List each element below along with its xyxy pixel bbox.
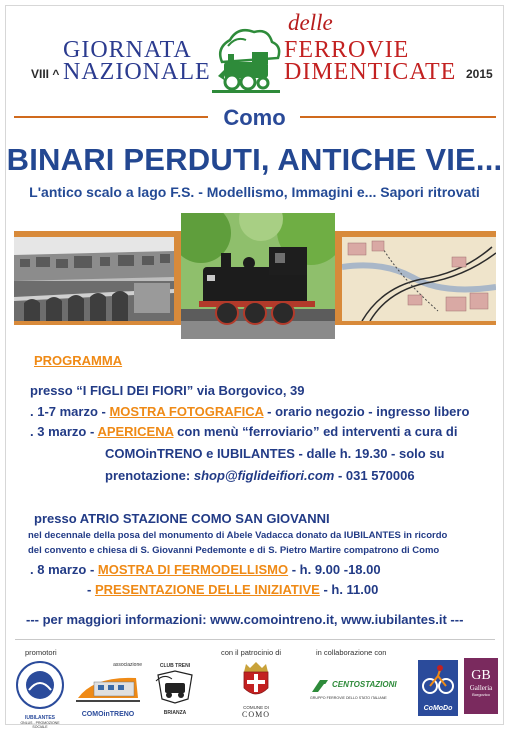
comointreno-name: COMOinTRENO	[81, 711, 135, 718]
venue-stazione: presso ATRIO STAZIONE COMO SAN GIOVANNI	[34, 511, 330, 526]
delle-word: delle	[288, 10, 333, 35]
patrocinio-label: con il patrocinio di	[221, 648, 282, 657]
nazionale-word: NAZIONALE	[63, 59, 211, 85]
venue-figli-dei-fiori: presso “I FIGLI DEI FIORI” via Borgovico, 39	[30, 383, 305, 398]
iubilantes-subtitle: ONLUS - PROMOZIONE SOCIALE	[20, 721, 60, 729]
booking-email-link[interactable]: shop@figlideifiori.com	[193, 468, 335, 483]
comointreno-association: associazione	[113, 662, 142, 668]
venue-note-1: nel decennale della posa del monumento di Abele Vadacca donato da IUBILANTES in ricordo	[28, 530, 448, 541]
comointreno-logo	[74, 662, 142, 720]
ferrovie-word: FERROVIE	[284, 37, 410, 63]
event-title: MOSTRA FOTOGRAFICA	[109, 404, 264, 419]
booking-label: prenotazione:	[105, 468, 194, 483]
edition-number: VIII ^	[31, 67, 60, 81]
city-name: Como	[223, 105, 286, 130]
programma-heading: PROGRAMMA	[34, 353, 123, 368]
event-date: . 8 marzo -	[30, 562, 98, 577]
steam-locomotive-icon	[208, 18, 284, 98]
comune-label: COMUNE DI	[243, 705, 269, 710]
poster-subtitle: L'antico scalo a lago F.S. - Modellismo, Immagini e... Sapori ritrovati	[29, 184, 480, 200]
event-detail: con menù “ferroviario” ed interventi a cura di	[173, 424, 458, 439]
centostazioni-logo	[306, 678, 412, 710]
gb-monogram: GB	[471, 668, 491, 683]
historic-map-photo	[342, 237, 496, 321]
poster-header	[0, 0, 509, 130]
event-title: APERICENA	[97, 424, 174, 439]
event-detail: - h. 9.00 -18.00	[288, 562, 381, 577]
poster-title: BINARI PERDUTI, ANTICHE VIE...	[6, 142, 503, 177]
collaborazione-label: in collaborazione con	[316, 648, 387, 657]
dimenticate-word: DIMENTICATE	[284, 59, 457, 85]
club-treni-subtitle: BRIANZA	[163, 710, 187, 716]
event-detail: - orario negozio - ingresso libero	[263, 404, 470, 419]
gb-subtitle: Borgovico	[472, 692, 490, 697]
club-treni-name: CLUB TRENI	[159, 663, 191, 669]
gb-name: Galleria	[469, 684, 493, 692]
event-mostra-fermodellismo	[30, 562, 381, 577]
event-title: MOSTRA DI FERMODELLISMO	[97, 562, 289, 577]
edition-year: 2015	[466, 67, 493, 81]
more-info-links[interactable]: --- per maggiori informazioni: www.comointreno.it, www.iubilantes.it ---	[26, 612, 464, 627]
event-presentazione	[87, 582, 378, 597]
comodo-name: CoMoDo	[423, 705, 453, 712]
historic-city-photo	[14, 237, 174, 321]
event-date: . 1-7 marzo -	[30, 404, 110, 419]
footer-rule	[15, 639, 495, 640]
apericena-booking	[105, 468, 415, 483]
iubilantes-logo	[15, 660, 65, 729]
giornata-word: GIORNATA	[63, 37, 192, 63]
steam-locomotive-photo	[181, 213, 335, 339]
club-treni-brianza-logo	[152, 663, 198, 719]
comune-di-como-logo	[236, 660, 276, 720]
event-date: . 3 marzo -	[30, 424, 98, 439]
apericena-organizers: COMOinTRENO e IUBILANTES - dalle h. 19.30 - solo su	[105, 446, 445, 461]
event-title: PRESENTAZIONE DELLE INIZIATIVE	[94, 582, 320, 597]
photo-strip	[14, 213, 496, 339]
event-apericena	[30, 424, 457, 439]
iubilantes-name: IUBILANTES	[25, 715, 55, 721]
galleria-borgovico-logo	[464, 658, 498, 714]
promotori-label: promotori	[25, 648, 57, 657]
event-dash: -	[87, 582, 95, 597]
booking-phone: - 031 570006	[334, 468, 415, 483]
comodo-logo	[418, 660, 458, 716]
event-detail: - h. 11.00	[319, 582, 379, 597]
centostazioni-name: CENTOSTAZIONI	[332, 680, 397, 689]
centostazioni-subtitle: GRUPPO FERROVIE DELLO STATO ITALIANE	[310, 696, 387, 700]
venue-note-2: del convento e chiesa di S. Giovanni Pedemonte e di S. Pietro Martire compatrono di Como	[28, 545, 440, 556]
comune-name: COMO	[241, 710, 270, 719]
event-mostra-fotografica	[30, 404, 469, 419]
